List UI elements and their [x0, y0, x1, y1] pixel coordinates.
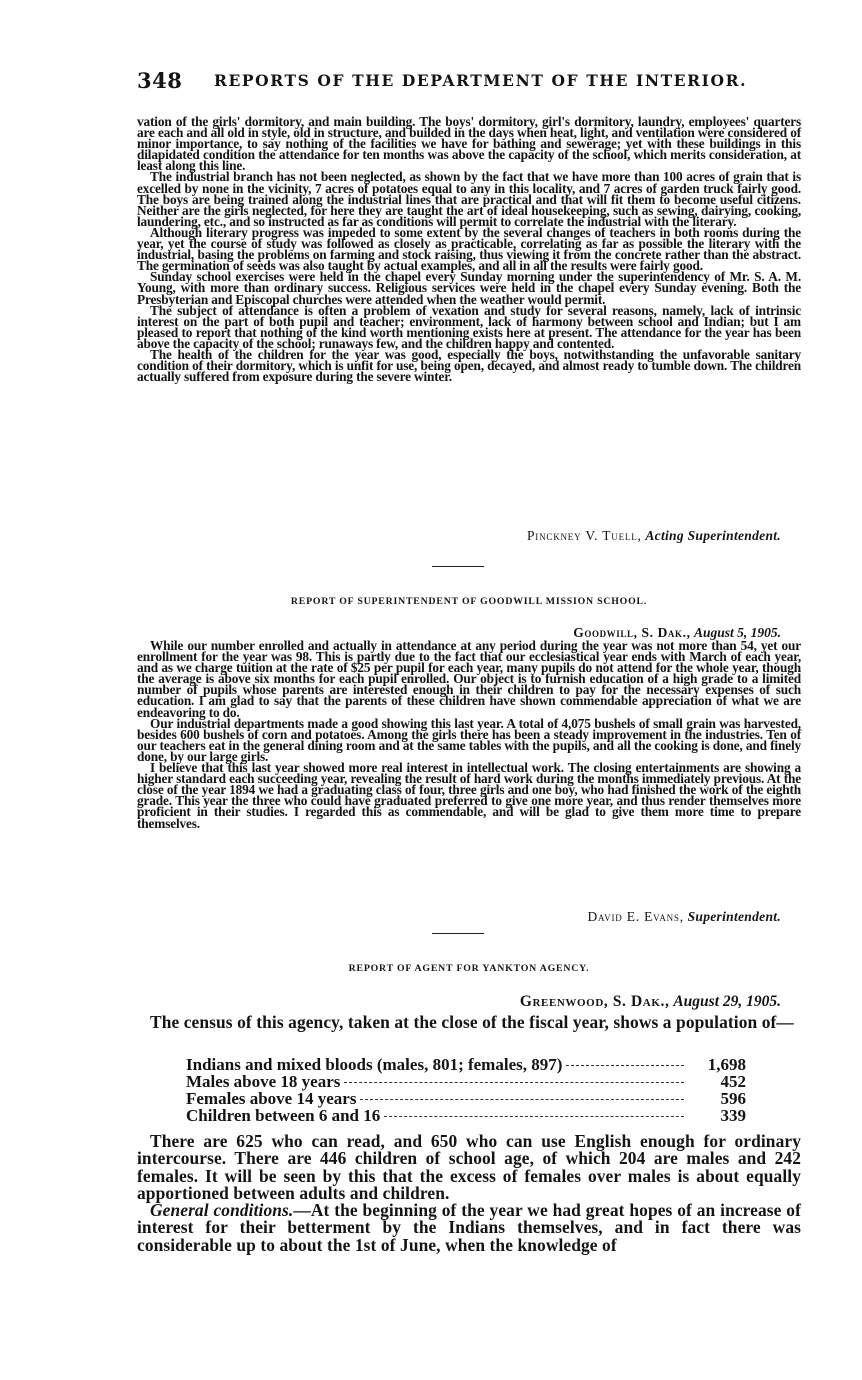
dateline-place: Goodwill, S. Dak., — [573, 625, 691, 640]
census-row — [186, 1073, 746, 1090]
paragraph: vation of the girls' dormitory, and main building. The boys' dormitory, girl's dormitory, laundry, employees' quarters are each and all old in style, old in structure, and builded in the days when heat, light, and ventilation were considered of minor importance, to say nothing of the facilities we have for bathing and sewerage; yet with these buildings in this dilapidated condition the attendance for ten months was above the capacity of the school, which merits consideration, at least along this line. — [137, 114, 801, 174]
signature-name: David E. Evans, — [587, 909, 684, 924]
section-title-goodwill: REPORT OF SUPERINTENDENT OF GOODWILL MISSION SCHOOL. — [290, 596, 648, 607]
paragraph: Although literary progress was impeded to some extent by the several changes of teachers in both rooms during the year, yet the course of study was followed as closely as practicable, correlating as far as possible the literary with the industrial, basing the problems on farming and stock raising, thus viewing it from the concrete rather than the abstract. The germination of seeds was also taught by actual examples, and all in all the results were fairly good. — [137, 224, 801, 274]
paragraph: I believe that this last year showed more real interest in intellectual work. The closing entertainments are showing a higher standard each succeeding year, revealing the result of hard work during the months immediately previous. At the close of the year 1894 we had a graduating class of four, three girls and one boy, who had finished the work of the eighth grade. This year the three who could have graduated preferred to give one more year, and thus render themselves more proficient in their studies. I regarded this as commendable, and will be glad to give them more time to prepare themselves. — [137, 760, 801, 831]
paragraph-general-conditions — [137, 1202, 801, 1254]
paragraph: The health of the children for the year was good, especially the boys, notwithstanding the unfavorable sanitary condition of their dormitory, which is unfit for use, being open, decayed, and almost ready to tumble down. The children actually suffered from exposure during the severe winter. — [137, 346, 801, 385]
signature-name: Pinckney V. Tuell, — [527, 528, 642, 543]
paragraph: The industrial branch has not been neglected, as shown by the fact that we have more than 100 acres of grain that is excelled by none in the vicinity, 7 acres of potatoes equal to any in this locality, and 7 acres of garden truck fairly good. The boys are being trained along the industrial lines that are practical and that will fit them to become useful citizens. Neither are the girls neglected, for here they are taught the art of ideal housekeeping, such as sewing, dairying, cooking, laundering, etc., and so instructed as far as conditions will permit to correlate the industrial with the literary. — [137, 169, 801, 229]
general-conditions-heading: General conditions. — [150, 1200, 294, 1221]
page-header — [137, 68, 777, 96]
signature-evans — [587, 909, 781, 925]
paragraph: The subject of attendance is often a problem of vexation and study for several reasons, namely, lack of intrinsic interest on the part of both pupil and teacher; environment, lack of harmony between school and Indian; but I am pleased to report that nothing of the kind worth mentioning exists here at present. The attendance for the year has been above the capacity of the school; runaways few, and the children happy and contented. — [137, 302, 801, 351]
section-divider — [432, 566, 484, 567]
census-row — [186, 1090, 746, 1107]
section-3-body — [137, 1133, 801, 1254]
leader-dots — [384, 1116, 684, 1117]
census-label: Children between 6 and 16 — [186, 1106, 381, 1125]
general-conditions-text: —At the beginning of the year we had great hopes of an increase of interest for their betterment by the Indians themselves, and in fact there was considerable up to about the 1st of June, when the knowledge of — [137, 1200, 801, 1255]
dateline-place: Greenwood, S. Dak., — [519, 993, 670, 1010]
census-intro-block — [137, 1014, 801, 1031]
dateline-yankton — [520, 993, 781, 1011]
section-2-body — [137, 640, 801, 829]
leader-dots — [344, 1082, 684, 1083]
section-title-yankton: REPORT OF AGENT FOR YANKTON AGENCY. — [348, 963, 590, 974]
section-1-body — [137, 114, 801, 385]
signature-tuell — [527, 528, 781, 544]
paragraph: While our number enrolled and actually in attendance at any period during the year was not more than 54, yet our enrollment for the year was 98. This is partly due to the fact that our ecclesiastical year ends with March of each year, and as we charge tuition at the rate of $25 per pupil for each year, many pupils do not attend for the whole year, though the average is above six months for each pupil enrolled. Our object is to furnish education of a high grade to a limited number of pupils whose parents are interested enough in their children to pay for the necessary expenses of such education. I am glad to say that the parents of these children have shown commendable appreciation of what we are endeavoring to do. — [137, 638, 801, 720]
leader-dots — [566, 1065, 684, 1066]
section-divider — [432, 933, 484, 934]
page-number: 348 — [137, 68, 183, 93]
census-table — [186, 1056, 746, 1124]
census-label: Males above 18 years — [186, 1072, 341, 1091]
census-label: Females above 14 years — [186, 1089, 357, 1108]
census-value: 452 — [720, 1072, 746, 1091]
paragraph: Sunday school exercises were held in the chapel every Sunday morning under the superintendency of Mr. S. A. M. Young, with more than ordinary success. Religious services were held in the chapel every Sunday evening. Both the Presbyterian and Episcopal churches were attended when the weather would permit. — [137, 269, 801, 307]
census-label: Indians and mixed bloods (males, 801; females, 897) — [186, 1055, 563, 1074]
dateline-date: August 29, 1905. — [673, 993, 781, 1010]
census-row — [186, 1056, 746, 1073]
census-value: 596 — [720, 1089, 746, 1108]
signature-title: Superintendent. — [687, 909, 781, 924]
paragraph: Our industrial departments made a good showing this last year. A total of 4,075 bushels of small grain was harvested, besides 600 bushels of corn and potatoes. Among the girls there has been a steady improvement in the industries. Ten of our teachers eat in the general dining room and at the same tables with the pupils, and all the cooking is done, and finely done, by our large girls. — [137, 715, 801, 764]
census-row — [186, 1107, 746, 1124]
census-value: 1,698 — [707, 1055, 746, 1074]
dateline-date: August 5, 1905. — [693, 625, 781, 640]
paragraph: There are 625 who can read, and 650 who can use English enough for ordinary intercourse. There are 446 children of school age, of which 204 are males and 242 females. It will be seen by this that the excess of females over males is about equally apportioned between adults and children. — [137, 1131, 801, 1203]
leader-dots — [360, 1099, 684, 1100]
census-value: 339 — [720, 1106, 746, 1125]
census-intro: The census of this agency, taken at the close of the fiscal year, shows a population of— — [150, 1012, 794, 1032]
running-head: REPORTS OF THE DEPARTMENT OF THE INTERIOR. — [214, 71, 748, 90]
signature-title: Acting Superintendent. — [645, 528, 781, 543]
